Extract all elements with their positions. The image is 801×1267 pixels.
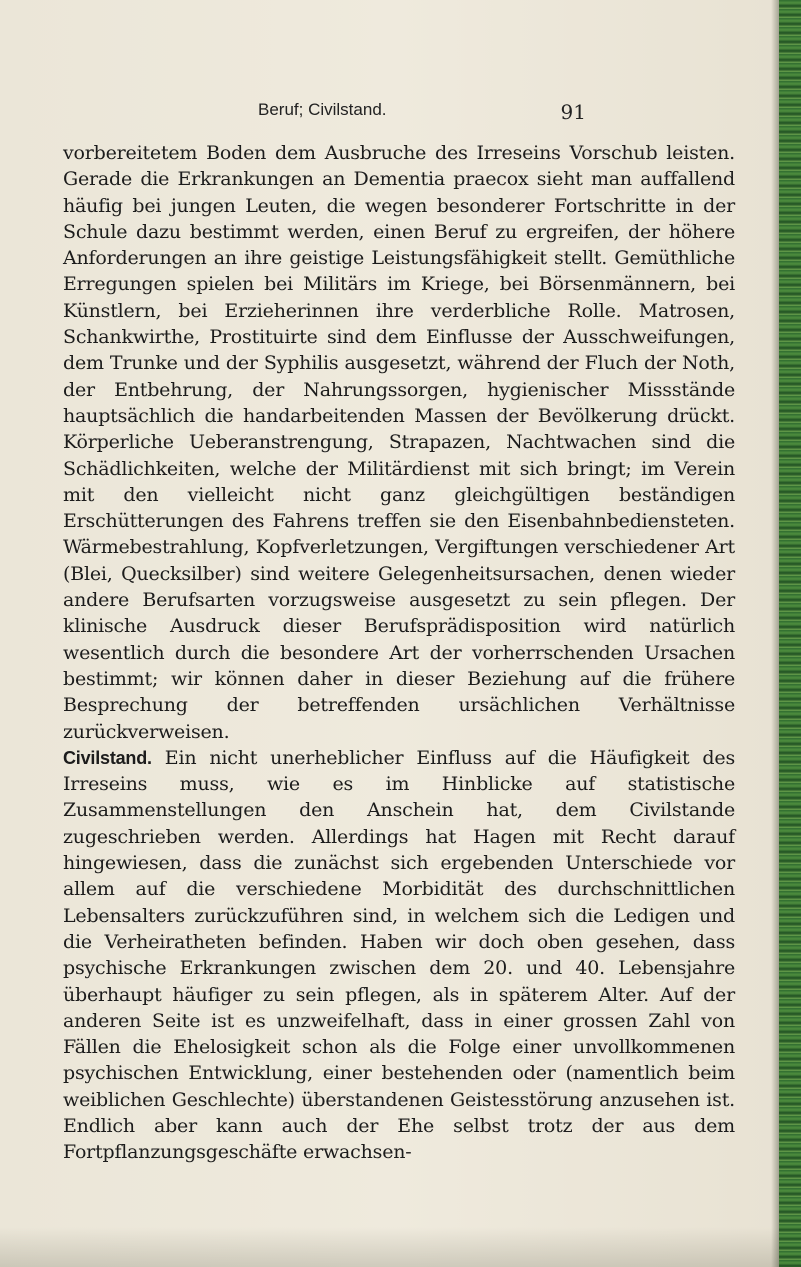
section-heading-inline: Civilstand. — [63, 747, 152, 768]
paragraph-text: vorbereitetem Boden dem Ausbruche des Irreseins Vorschub leisten. Gerade die Erkrankungen an Dementia praecox sieht man auffallend häufig bei jungen Leuten, die wegen besonderer Fortschritte in der Schule dazu bestimmt werden, einen Beruf zu ergreifen, der höhere Anforderungen an ihre geistige Leistungsfähigkeit stellt. Gemüthliche Erregungen spielen bei Militärs im Kriege, bei Börsenmännern, bei Künstlern, bei Erzieherinnen ihre verderbliche Rolle. Matrosen, Schankwirthe, Prostituirte sind dem Einflusse der Ausschweifungen, dem Trunke und der Syphilis ausgesetzt, während der Fluch der Noth, der Entbehrung, der Nahrungssorgen, hygienischer Missstände hauptsächlich die handarbeitenden Massen der Bevölkerung drückt. Körperliche Ueberanstrengung, Strapazen, Nachtwachen sind die Schädlichkeiten, welche der Militärdienst mit sich bringt; im Verein mit den vielleicht nicht ganz gleichgültigen beständigen Erschütterungen des Fahrens treffen sie den Eisenbahnbediensteten. Wärmebestrahlung, Kopfverletzungen, Vergiftungen verschiedener Art (Blei, Quecksilber) sind weitere Gelegenheitsursachen, denen wieder andere Berufsarten vorzugsweise ausgesetzt zu sein pflegen. Der klinische Ausdruck dieser Berufsprädisposition wird natürlich wesentlich durch die besondere Art der vorherrschenden Ursachen bestimmt; wir können daher in dieser Beziehung auf die frühere Besprechung der betreffenden ursächlichen Verhältnisse zurückverweisen. — [63, 142, 735, 743]
page-bottom-shadow — [0, 1227, 790, 1267]
paragraph-text: Ein nicht unerheblicher Einfluss auf die Häufigkeit des Irreseins muss, wie es im Hinblicke auf statistische Zusammenstellungen den Anschein hat, dem Civilstande zugeschrieben werden. Allerdings hat Hagen mit Recht darauf hingewiesen, dass die zunächst sich ergebenden Unterschiede vor allem auf die verschiedene Morbidität des durchschnittlichen Lebensalters zurückzuführen sind, in welchem sich die Ledigen und die Verheiratheten befinden. Haben wir doch oben gesehen, dass psychische Erkrankungen zwischen dem 20. und 40. Lebensjahre überhaupt häufiger zu sein pflegen, als in späterem Alter. Auf der anderen Seite ist es unzweifelhaft, dass in einer grossen Zahl von Fällen die Ehelosigkeit schon als die Folge einer unvollkommenen psychischen Entwicklung, einer bestehenden oder (namentlich beim weiblichen Geschlechte) überstandenen Geistesstörung anzusehen ist. Endlich aber kann auch der Ehe selbst trotz der aus dem Fortpflanzungsgeschäfte erwachsen- — [63, 746, 735, 1164]
page-number: 91 — [560, 100, 586, 124]
binding-shadow — [771, 0, 779, 1267]
running-head — [258, 100, 586, 124]
running-title: Beruf; Civilstand. — [258, 100, 387, 119]
body-text — [63, 140, 735, 1166]
paragraph-civil-status — [63, 745, 735, 1166]
paragraph-profession — [63, 140, 735, 745]
book-binding-edge — [779, 0, 801, 1267]
